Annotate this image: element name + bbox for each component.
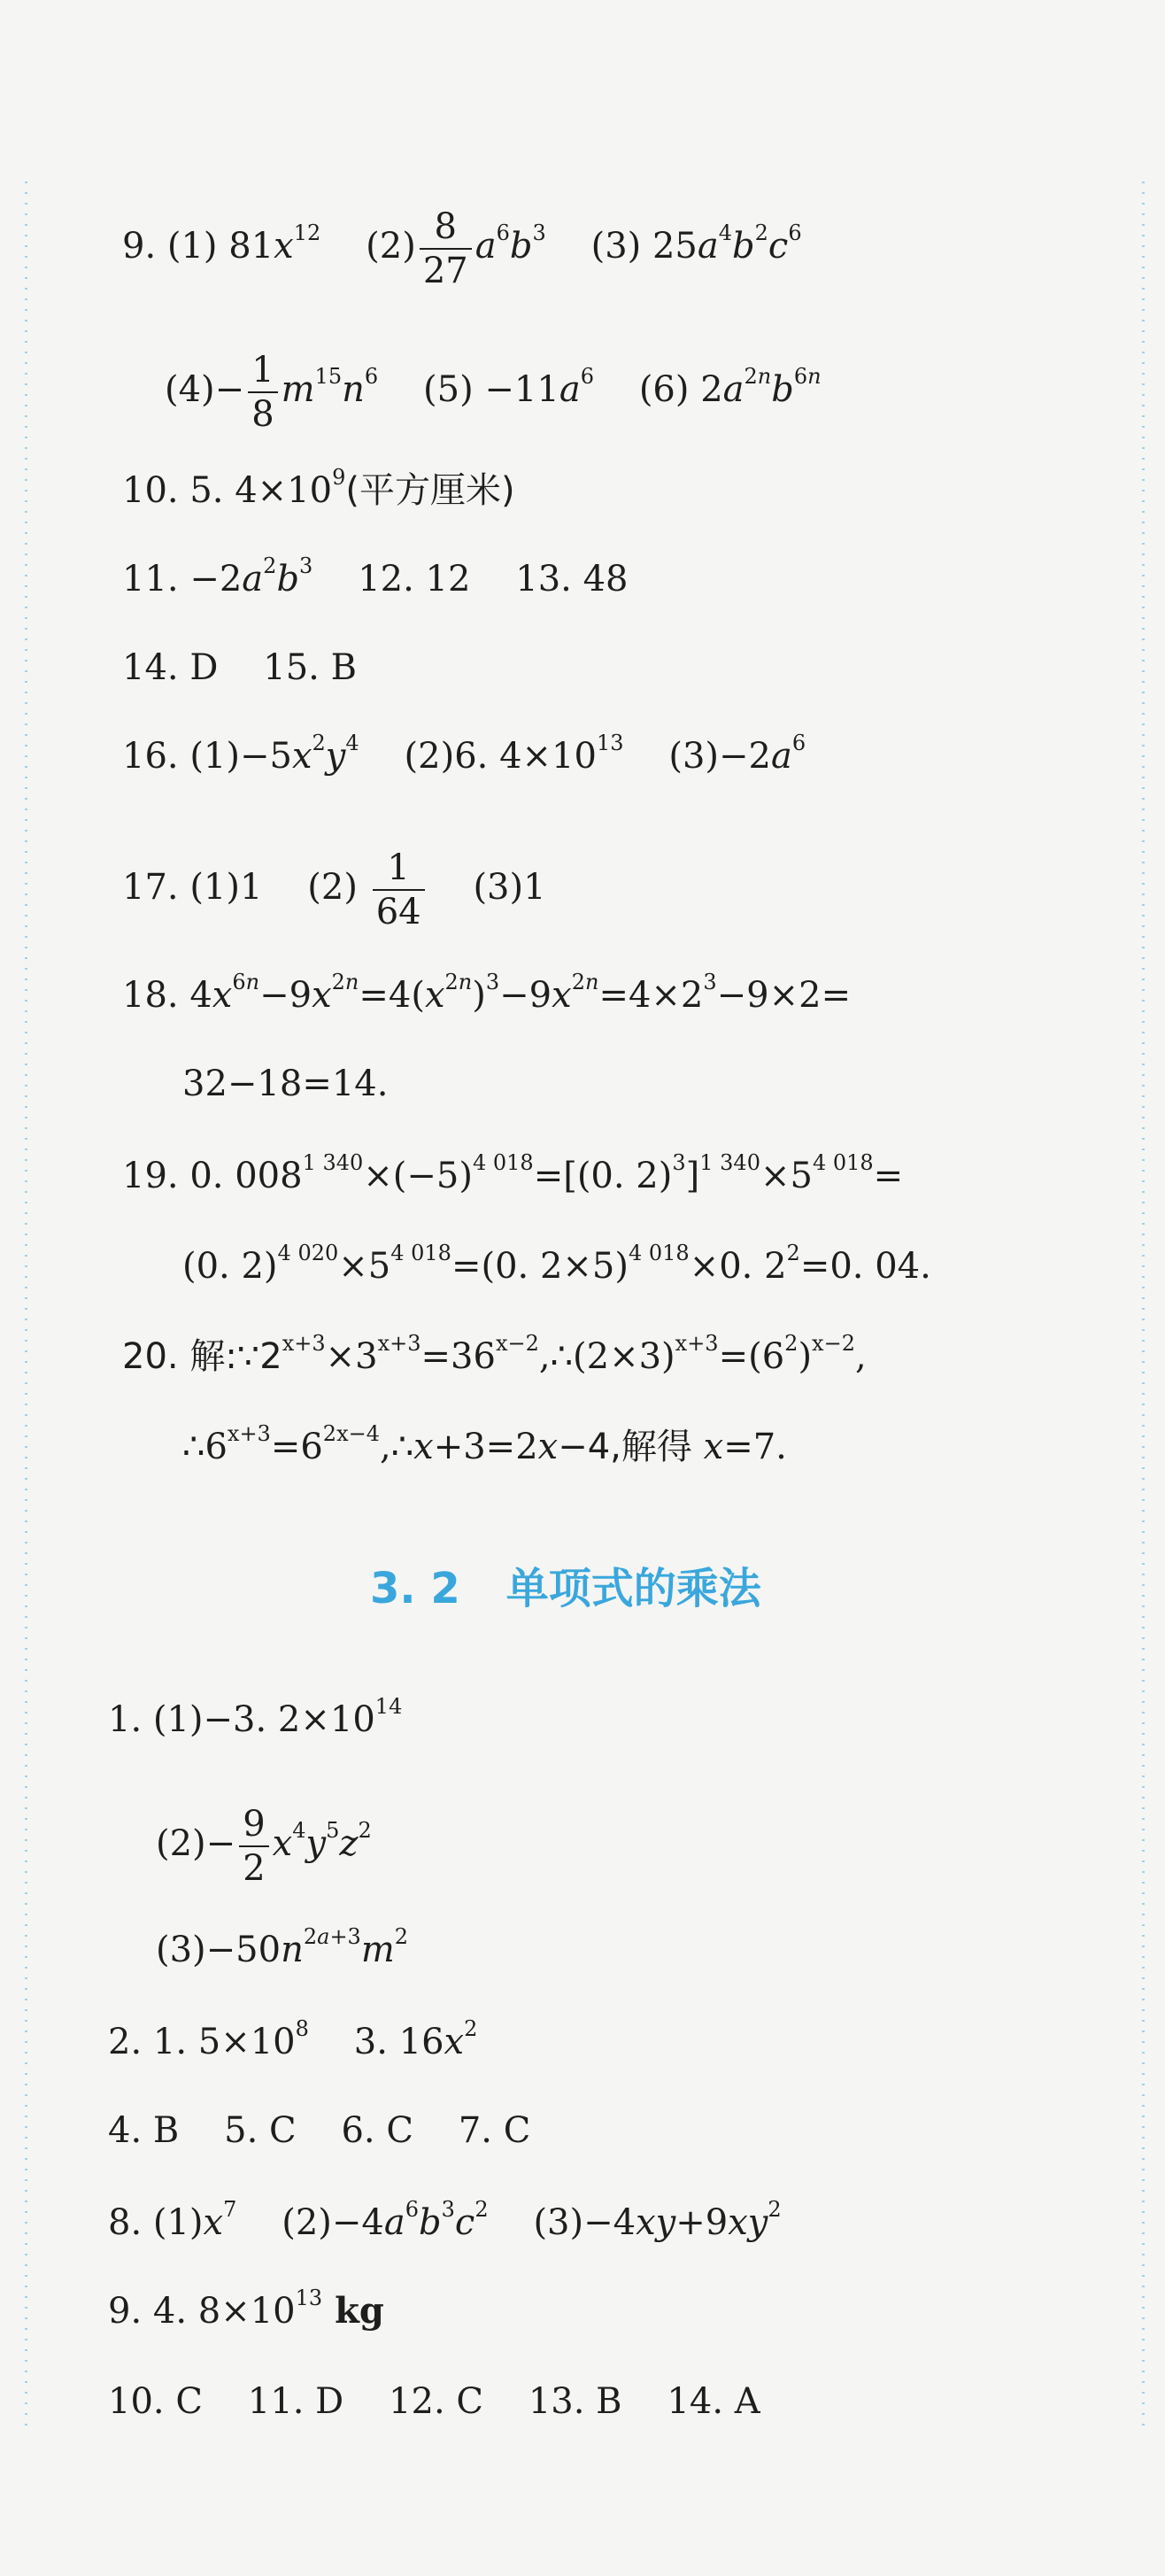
section-answer-9: 9. 4. $8\times 10^{13}$ kg xyxy=(108,2286,384,2332)
section-title: 单项式的乘法 xyxy=(505,1564,761,1613)
answer-16: 16. $(1)-5x^2y^4$ (2)6. $4\times 10^{13}$ $(3)-2a^6$ xyxy=(122,731,806,777)
answer-17: 17. (1)1 (2) $\frac{1}{64}$ (3)1 xyxy=(122,847,546,932)
right-decorative-border xyxy=(1138,182,1151,2431)
answer-11-13: 11. $-2a^2b^3$ 12. 12 13. 48 xyxy=(122,553,629,600)
section-answer-8: 8. $(1)x^7$ $(2)-4a^6b^3c^2$ $(3)-4xy+9xy^2$ xyxy=(108,2197,782,2243)
section-answer-10-14: 10. C 11. D 12. C 13. B 14. A xyxy=(108,2381,760,2422)
answer-19-line-1: 19. 0. $008^{1 340}\times(-5)^{4 018}=[(0$. $2)^3]^{1 340}\times 5^{4 018}=$ xyxy=(122,1150,904,1196)
answer-20-line-2: $\therefore 6^{x+3}=6^{2x-4},\therefore x+3=2x-4$,解得 x=7. xyxy=(182,1421,787,1467)
section-number: 3. 2 xyxy=(370,1564,460,1613)
section-answer-1-1: 1. (1)−3. $2\times 10^{14}$ xyxy=(108,1694,403,1740)
answer-10: 10. 5. $4\times 10^9$(平方厘米) xyxy=(122,465,515,511)
fraction-9-2: $\frac{9}{2}$ xyxy=(239,1806,268,1886)
answer-18-line-1: 18. $4x^{6n}-9x^{2n}=4(x^{2n})^3-9x^{2n}=4\times 2^3-9\times 2=$ xyxy=(122,970,852,1016)
answer-19-line-2: (0. $2)^{4 020}\times 5^{4 018}=(0$. 2×5)$^{4 018}$×0. $2^2=0$. 04. xyxy=(182,1241,931,1287)
fraction-1-8: $\frac{1}{8}$ xyxy=(248,352,277,432)
fraction-1-64: $\frac{1}{64}$ xyxy=(373,850,425,930)
answer-14-15: 14. D 15. B xyxy=(122,647,357,688)
section-answer-2-3: 2. 1. $5\times 10^8$ 3. $16x^2$ xyxy=(108,2016,478,2062)
section-heading xyxy=(370,1554,761,1615)
section-answer-4-7: 4. B 5. C 6. C 7. C xyxy=(108,2110,531,2151)
answer-9-line-2: (4)− $\frac{1}{8}$ $m^{15}n^6$ $(5) -11a^6$ (6) $2a^{2n}b^{6n}$ xyxy=(165,350,822,435)
answer-20-line-1: 20. 解$:\because 2^{x+3}\times 3^{x+3}=36^{x-2},\therefore(2\times 3)^{x+3}=(6^2)^{x-2}$, xyxy=(122,1331,867,1377)
answer-9-line-1: 9. (1) $81x^{12}$ (2) $\frac{8}{27}$ $a^6b^3$ (3) $25a^4b^2c^6$ xyxy=(122,206,802,291)
answer-18-line-2: 32−18=14. xyxy=(182,1064,389,1104)
fraction-8-27: $\frac{8}{27}$ xyxy=(420,209,472,289)
section-answer-1-3: $(3)-50n^{2a+3}m^2$ xyxy=(156,1924,409,1970)
section-answer-1-2: (2)− $\frac{9}{2}$ $x^4y^5z^2$ xyxy=(156,1804,372,1889)
left-decorative-border xyxy=(21,182,34,2431)
